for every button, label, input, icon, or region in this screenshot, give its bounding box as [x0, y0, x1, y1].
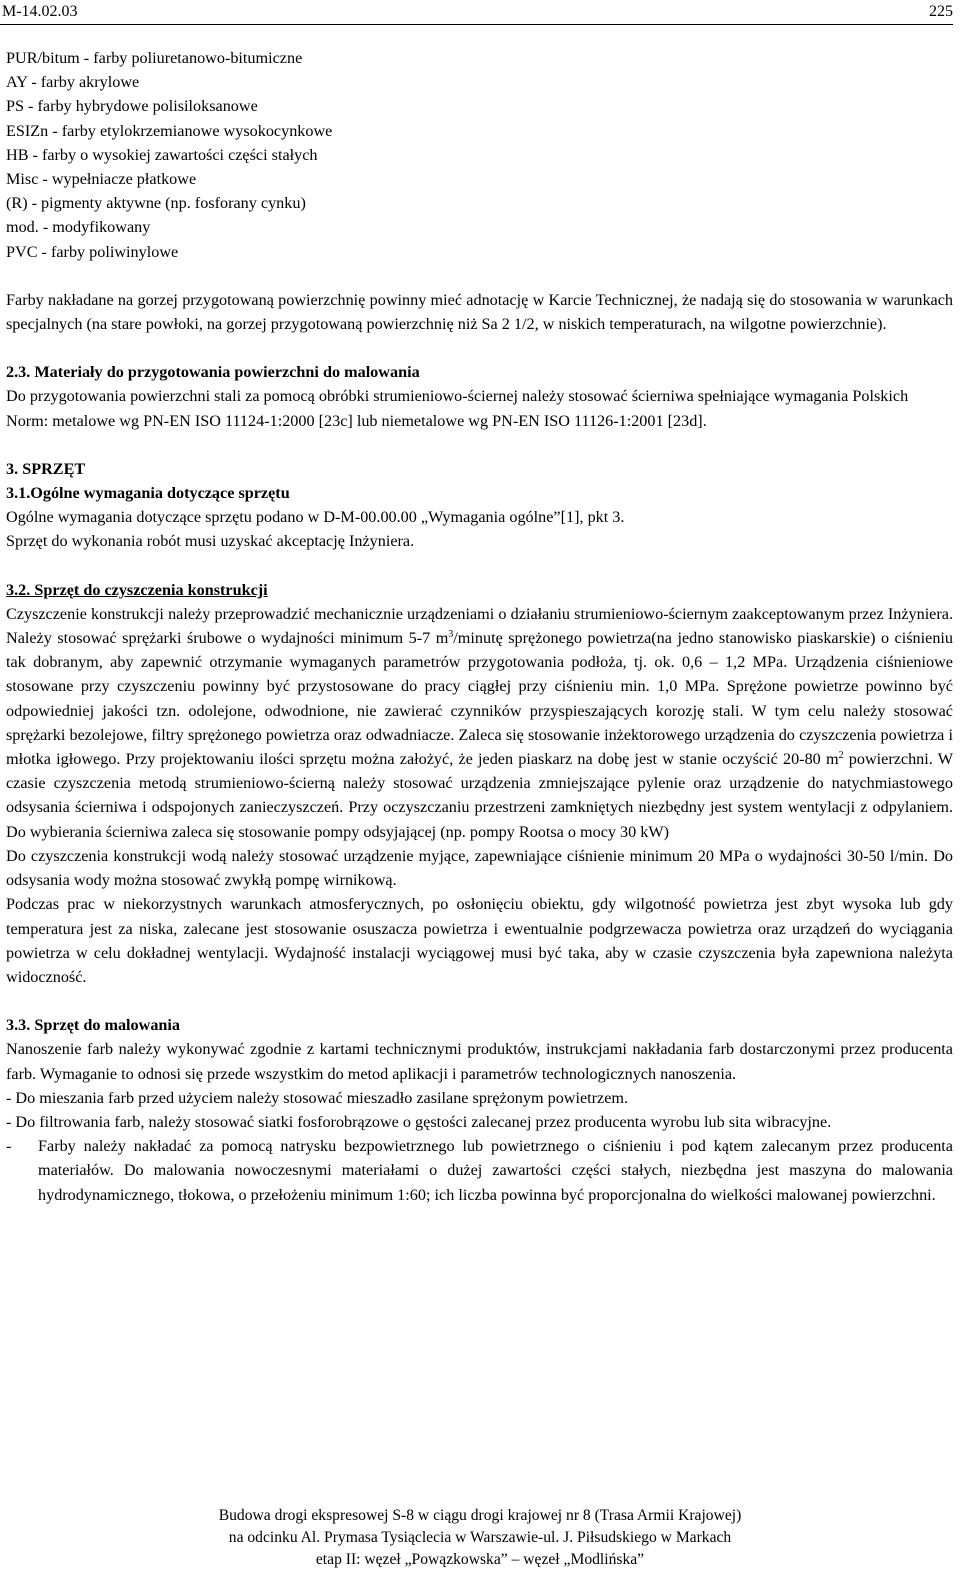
abbreviation-item: PS - farby hybrydowe polisiloksanowe: [6, 97, 258, 116]
page-header: [0, 0, 953, 25]
section-3-2-heading: 3.2. Sprzęt do czyszczenia konstrukcji: [6, 580, 268, 599]
footer-line: na odcinku Al. Prymasa Tysiąclecia w Warszawie-ul. J. Piłsudskiego w Markach: [228, 1529, 732, 1546]
section-3-3-heading: 3.3. Sprzęt do malowania: [6, 1016, 181, 1035]
section-2-3-heading: 2.3. Materiały do przygotowania powierzchni do malowania: [6, 363, 420, 382]
list-item-text: Farby należy nakładać za pomocą natrysku bezpowietrznego lub powietrznego o ciśnieniu i pod kątem zalecanym przez producenta materiałów. Do malowania nowoczesnymi materiałami o dużej zawartości części stałych, niezbędna jest maszyna do malowania hydrodynamicznego, tłokowa, o przełożeniu minimum 1:60; ich liczba powinna być proporcjonalna do wielkości malowanej powierzchni.: [38, 1137, 953, 1204]
section-3-2-paragraph: Podczas prac w niekorzystnych warunkach atmosferycznych, po osłonięciu obiektu, gdy wilgotność powietrza jest zbyt wysoka lub gdy temperatura jest za niska, zalecane jest stosowanie osuszacza powietrza i ewentualnie podgrzewacza powietrza oraz urządzeń do wyciągania powietrza w celu dokładnej wentylacji. Wydajność instalacji wyciągowej musi być taka, aby w czasie czyszczenia była zapewniona należyta widoczność.: [6, 895, 953, 986]
footer-line: etap II: węzeł „Powązkowska” – węzeł „Modlińska”: [315, 1551, 645, 1568]
list-bullet: -: [6, 1137, 12, 1156]
abbreviation-item: PVC - farby poliwinylowe: [6, 242, 179, 261]
abbreviation-list: [6, 46, 953, 264]
section-3-heading: 3. SPRZĘT: [6, 459, 86, 478]
abbreviation-item: AY - farby akrylowe: [6, 73, 140, 92]
list-item: [6, 1134, 953, 1207]
abbreviation-item: ESIZn - farby etylokrzemianowe wysokocynkowe: [6, 121, 333, 140]
note-paragraph: Farby nakładane na gorzej przygotowaną powierzchnię powinny mieć adnotację w Karcie Technicznej, że nadają się do stosowania w warunkach specjalnych (na stare powłoki, na gorzej przygotowaną powierzchnię niż Sa 2 1/2, w niskich temperaturach, na wilgotne powierzchnie).: [6, 290, 953, 334]
section-3-1-line: Sprzęt do wykonania robót musi uzyskać akceptację Inżyniera.: [6, 532, 415, 551]
page-footer: [0, 1505, 960, 1571]
section-3-2-paragraph: Czyszczenie konstrukcji należy przeprowadzić mechanicznie urządzeniami o działaniu strumieniowo-ściernym zaakceptowanym przez Inżyniera. Należy stosować sprężarki śrubowe o wydajności minimum 5-7 $m^3$/minutę sprężonego powietrza(na jedno stanowisko piaskarskie) o ciśnieniu tak dobranym, aby zapewnić otrzymanie wymaganych parametrów przygotowania podłoża, tj. ok. 0,6 – 1,2 MPa. Urządzenia ciśnieniowe stosowane przy czyszczeniu powinny być przystosowane do pracy ciągłej przy ciśnieniu min. 1,0 MPa. Sprężone powietrze powinno być odpowiedniej jakości tzn. odolejone, odwodnione, nie zawierać czynników przyspieszających korozję stali. W tym celu należy stosować sprężarki bezolejowe, filtry sprężonego powietrza oraz odwadniacze. Zaleca się stosowanie inżektorowego urządzenia do czyszczenia powietrza i młotka igłowego. Przy projektowaniu ilości sprzętu można założyć, że jeden piaskarz na dobę jest w stanie oczyścić 20-80 $m^2$ powierzchni. W czasie czyszczenia metodą strumieniowo-ścierną należy stosować urządzenia zmniejszające pylenie oraz urządzenie do natychmiastowego odsysania ścierniwa i odspojonych zanieczyszczeń. Przy oczyszczaniu przestrzeni zamkniętych niezbędny jest system wentylacji z odpylaniem. Do wybierania ścierniwa zaleca się stosowanie pompy odsyjającej (np. pompy Rootsa o mocy 30 kW): [6, 604, 953, 841]
document-code: M-14.02.03: [2, 3, 78, 20]
page-body: [6, 46, 953, 1207]
section-3-2-paragraph: Do czyszczenia konstrukcji wodą należy stosować urządzenie myjące, zapewniające ciśnienie minimum 20 MPa o wydajności 30-50 l/min. Do odsysania wody można stosować zwykłą pompę wirnikową.: [6, 846, 953, 890]
page-number: 225: [929, 3, 953, 20]
section-2-3-text: Do przygotowania powierzchni stali za pomocą obróbki strumieniowo-ściernej należy stosować ścierniwa spełniające wymagania Polskich Norm: metalowe wg PN-EN ISO 11124-1:2000 [23c] lub niemetalowe wg PN-EN ISO 11126-1:2001 [23d].: [6, 387, 909, 430]
section-3-3-paragraph: Nanoszenie farb należy wykonywać zgodnie z kartami technicznymi produktów, instrukcjami nakładania farb dostarczonymi przez producenta farb. Wymaganie to odnosi się przede wszystkim do metod aplikacji i parametrów technologicznych nanoszenia.: [6, 1040, 953, 1083]
abbreviation-item: Misc - wypełniacze płatkowe: [6, 170, 197, 189]
footer-line: Budowa drogi ekspresowej S-8 w ciągu drogi krajowej nr 8 (Trasa Armii Krajowej): [218, 1507, 742, 1524]
abbreviation-item: PUR/bitum - farby poliuretanowo-bitumiczne: [6, 49, 303, 67]
section-3-3-paragraph: - Do mieszania farb przed użyciem należy stosować mieszadło zasilane sprężonym powietrzem.: [6, 1088, 629, 1107]
section-3-1-line: Ogólne wymagania dotyczące sprzętu podano w D-M-00.00.00 „Wymagania ogólne”[1], pkt 3.: [6, 508, 625, 527]
abbreviation-item: HB - farby o wysokiej zawartości części stałych: [6, 145, 318, 164]
abbreviation-item: (R) - pigmenty aktywne (np. fosforany cynku): [6, 194, 306, 213]
section-3-3-paragraph: - Do filtrowania farb, należy stosować siatki fosforobrązowe o gęstości zalecanej przez producenta wyrobu lub sita wibracyjne.: [6, 1112, 832, 1131]
section-3-1-heading: 3.1.Ogólne wymagania dotyczące sprzętu: [6, 484, 290, 503]
abbreviation-item: mod. - modyfikowany: [6, 218, 151, 237]
